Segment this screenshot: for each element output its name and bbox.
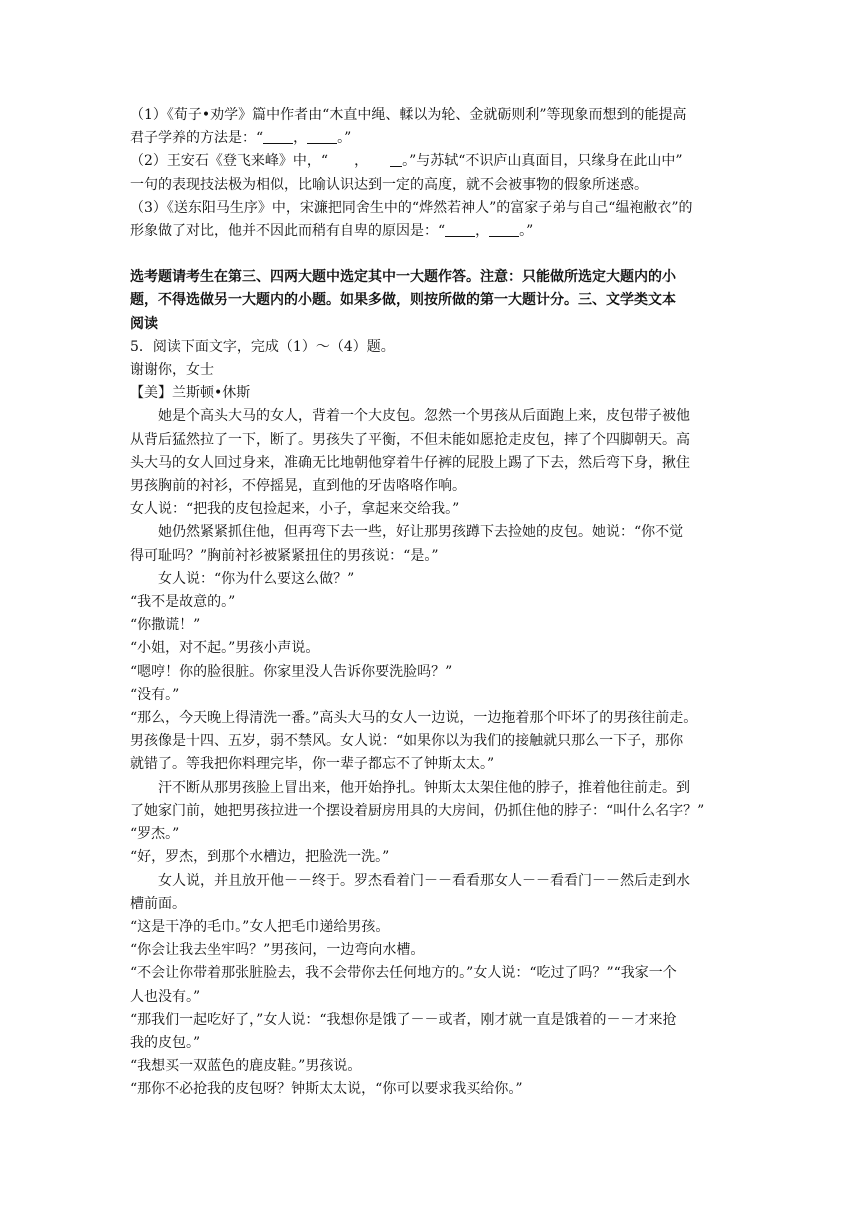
section-instruction-line-3: 阅读 xyxy=(130,315,158,332)
story-line: “这是干净的毛巾。”女人把毛巾递给男孩。 xyxy=(130,918,390,935)
answer-blank xyxy=(489,222,519,237)
story-line: 人也没有。” xyxy=(130,988,201,1005)
story-line: “你撒谎！” xyxy=(130,617,201,634)
question-2-line-2: 一句的表现技法极为相似，比喻认识达到一定的高度，就不会被事物的假象所迷惑。 xyxy=(130,176,648,193)
separator: ， xyxy=(293,130,308,147)
question-1-line-2 xyxy=(130,127,736,150)
story-line: 男孩胸前的衬衫，不停摇晃，直到他的牙齿咯咯作响。 xyxy=(130,478,466,495)
question-2-post: 。”与苏轼“不识庐山真面目，只缘身在此山中” xyxy=(402,153,683,170)
question-2-line-1 xyxy=(130,150,736,173)
story-line: 她是个高头大马的女人，背着一个大皮包。忽然一个男孩从后面跑上来，皮包带子被他 xyxy=(158,408,690,425)
section-instruction-line-1: 选考题请考生在第三、四两大题中选定其中一大题作答。注意：只能做所选定大题内的小 xyxy=(130,269,676,286)
answer-blank xyxy=(390,152,402,167)
story-line: “我想买一双蓝色的鹿皮鞋。”男孩说。 xyxy=(130,1058,362,1075)
answer-blank xyxy=(445,222,475,237)
answer-blank xyxy=(307,129,337,144)
story-line: 了她家门前，她把男孩拉进一个摆设着厨房用具的大房间，仍抓住他的脖子：“叫什么名字？” xyxy=(130,802,705,819)
story-line: “好，罗杰，到那个水槽边，把脸洗一洗。” xyxy=(130,849,390,866)
story-line: “那你不必抢我的皮包呀？钟斯太太说，“你可以要求我买给你。” xyxy=(130,1081,523,1098)
story-line: 女人说，并且放开他－－终于。罗杰看着门－－看看那女人－－看看门－－然后走到水 xyxy=(158,872,690,889)
story-line: “罗杰。” xyxy=(130,826,180,843)
story-line: “我不是故意的。” xyxy=(130,594,236,611)
story-line: 男孩像是十四、五岁，弱不禁风。女人说：“如果你以为我们的接触就只那么一下子，那你 xyxy=(130,733,684,750)
question-3-end: 。” xyxy=(519,223,534,240)
question-3-line-1: （3）《送东阳马生序》中，宋濂把同舍生中的“烨然若神人”的富家子弟与自己“缊袍敝衣”的 xyxy=(130,199,693,216)
story-line: 头大马的女人回过身来，准确无比地朝他穿着牛仔裤的屁股上踢了下去，然后弯下身，揪住 xyxy=(130,454,690,471)
story-line: 槽前面。 xyxy=(130,895,186,912)
story-line: 女人说：“把我的皮包捡起来，小子，拿起来交给我。” xyxy=(130,501,460,518)
story-line: “不会让你带着那张脏脸去，我不会带你去任何地方的。”女人说：“吃过了吗？”“我家一个 xyxy=(130,965,677,982)
story-line: 汗不断从那男孩脸上冒出来，他开始挣扎。钟斯太太架住他的脖子，推着他往前走。到 xyxy=(158,779,690,796)
story-line: “没有。” xyxy=(130,686,180,703)
story-line: “你会让我去坐牢吗？”男孩问，一边弯向水槽。 xyxy=(130,942,425,959)
story-line: 从背后猛然拉了一下，断了。男孩失了平衡，不但未能如愿抢走皮包，摔了个四脚朝天。高 xyxy=(130,431,690,448)
story-line: 她仍然紧紧抓住他，但再弯下去一些，好让那男孩蹲下去捡她的皮包。她说：“你不觉 xyxy=(158,524,684,541)
story-line: “嗯哼！你的脸很脏。你家里没人告诉你要洗脸吗？” xyxy=(130,663,453,680)
story-line: 就错了。等我把你料理完毕，你一辈子都忘不了钟斯太太。” xyxy=(130,756,495,773)
story-line: 女人说：“你为什么要这么做？” xyxy=(158,570,355,587)
story-body xyxy=(130,405,736,1101)
story-author: 【美】兰斯顿•休斯 xyxy=(130,385,251,402)
question-1-text: 君子学养的方法是：“ xyxy=(130,130,264,147)
separator: ， xyxy=(475,223,490,240)
story-line: “小姐，对不起。”男孩小声说。 xyxy=(130,640,320,657)
question-2-text: （2）王安石《登飞来峰》中，“ xyxy=(130,153,329,170)
story-title: 谢谢你，女士 xyxy=(130,362,214,379)
story-line: “那么，今天晚上得清洗一番。”高头大马的女人一边说，一边拖着那个吓坏了的男孩往前走。 xyxy=(130,710,698,727)
question-1-end: 。” xyxy=(337,130,352,147)
story-line: 我的皮包。” xyxy=(130,1034,201,1051)
question-3-text: 形象做了对比，他并不因此而稍有自卑的原因是：“ xyxy=(130,223,446,240)
story-line: 得可耻吗？”胸前衬衫被紧紧扭住的男孩说：“是。” xyxy=(130,547,439,564)
answer-blank xyxy=(263,129,293,144)
question-3-line-2 xyxy=(130,220,736,243)
story-line: “那我们一起吃好了，”女人说：“我想你是饿了－－或者，刚才就一直是饿着的－－才来抢 xyxy=(130,1011,677,1028)
separator: ， xyxy=(354,153,369,170)
section-instruction-line-2: 题，不得选做另一大题内的小题。如果多做，则按所做的第一大题计分。三、文学类文本 xyxy=(130,292,676,309)
reading-prompt: 5．阅读下面文字，完成（1）～（4）题。 xyxy=(130,338,395,355)
question-1-line-1: （1）《荀子•劝学》篇中作者由“木直中绳、輮以为轮、金就砺则利”等现象而想到的能提高 xyxy=(130,107,687,123)
